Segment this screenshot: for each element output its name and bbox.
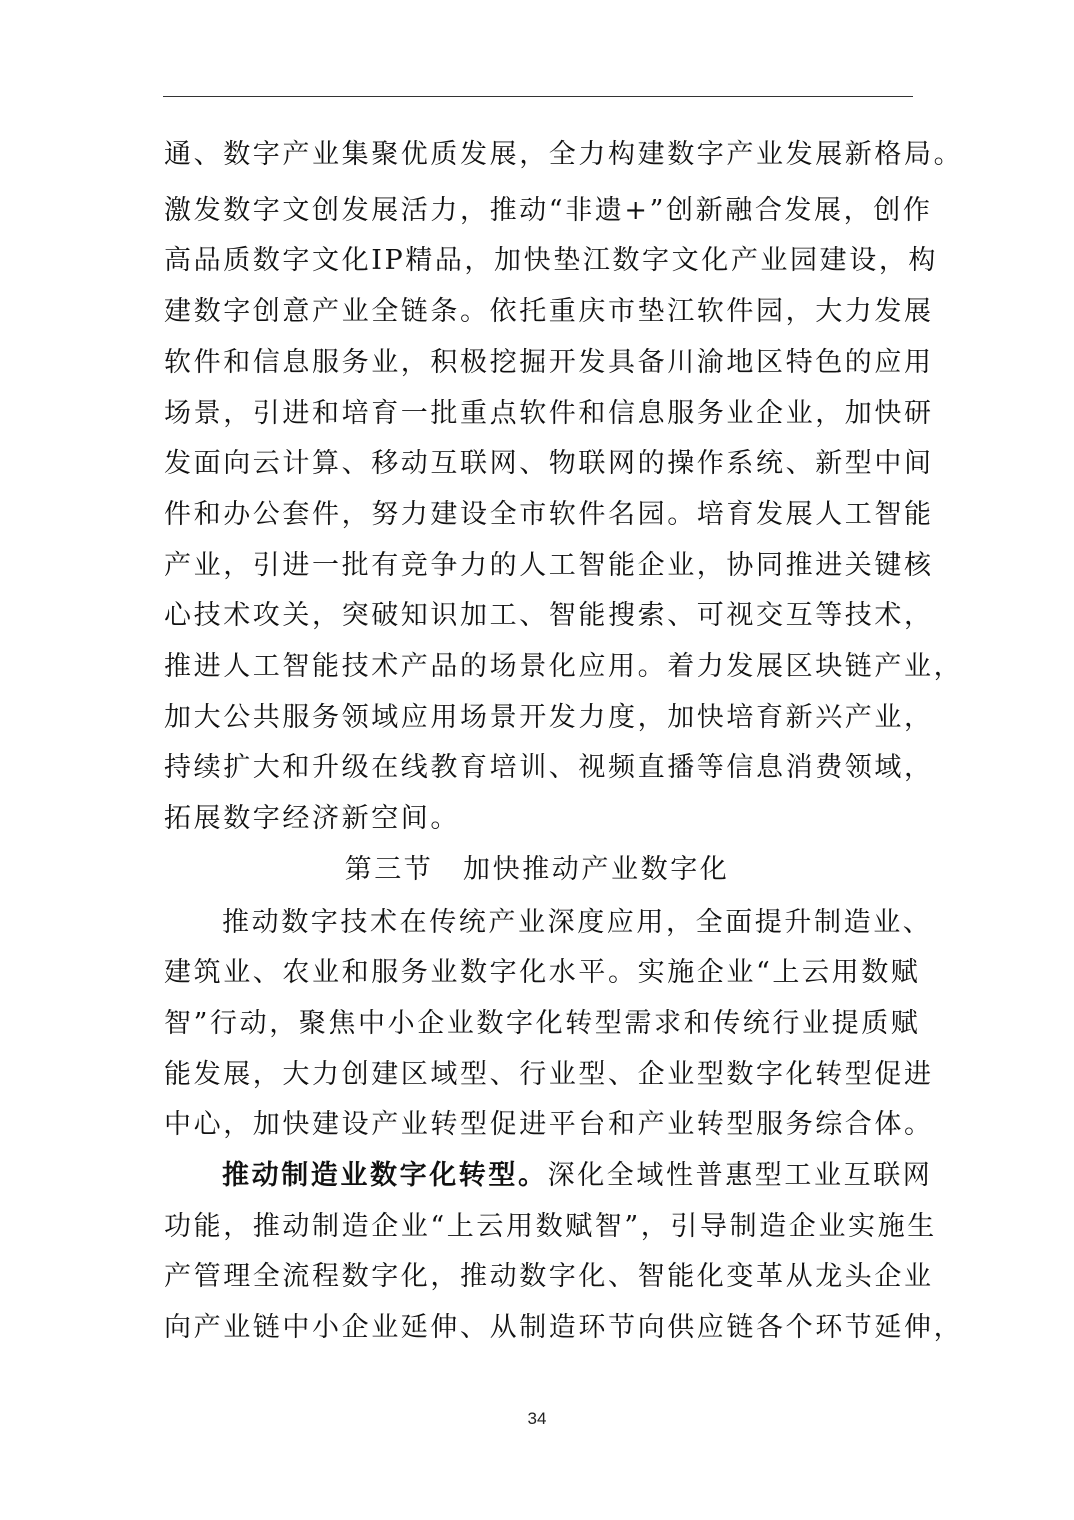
text-line: 通、数字产业集聚优质发展，全力构建数字产业发展新格局。 [164,139,964,170]
text-line: 推动数字技术在传统产业深度应用，全面提升制造业、 [222,907,933,938]
text-line: 拓展数字经济新空间。 [164,803,460,834]
text-line: 推进人工智能技术产品的场景化应用。着力发展区块链产业， [164,651,964,682]
text-line: 产管理全流程数字化，推动数字化、智能化变革从龙头企业 [164,1261,934,1292]
text-line-rest: 深化全域性普惠型工业互联网 [547,1160,933,1191]
text-line [222,1150,982,1202]
bold-lead-text: 推动制造业数字化转型。 [222,1160,548,1191]
text-line: 件和办公套件，努力建设全市软件名园。培育发展人工智能 [164,499,934,530]
section-heading: 第三节 加快推动产业数字化 [344,854,730,885]
text-line: 高品质数字文化IP精品，加快垫江数字文化产业园建设，构 [164,245,939,276]
header-rule [163,96,913,97]
text-line: 向产业链中小企业延伸、从制造环节向供应链各个环节延伸， [164,1312,964,1343]
text-line: 中心，加快建设产业转型促进平台和产业转型服务综合体。 [164,1109,934,1140]
text-line: 能发展，大力创建区域型、行业型、企业型数字化转型促进 [164,1059,934,1090]
text-line: 软件和信息服务业，积极挖掘开发具备川渝地区特色的应用 [164,347,934,378]
text-line: 建筑业、农业和服务业数字化水平。实施企业“上云用数赋 [164,957,921,988]
text-line: 建数字创意产业全链条。依托重庆市垫江软件园，大力发展 [164,296,934,327]
text-line: 产业，引进一批有竞争力的人工智能企业，协同推进关键核 [164,550,934,581]
page-number: 34 [527,1409,547,1428]
text-line: 发面向云计算、移动互联网、物联网的操作系统、新型中间 [164,448,934,479]
text-line: 心技术攻关，突破知识加工、智能搜索、可视交互等技术， [164,600,934,631]
text-line: 激发数字文创发展活力，推动“非遗+”创新融合发展，创作 [164,195,933,226]
text-line: 加大公共服务领域应用场景开发力度，加快培育新兴产业， [164,702,934,733]
text-line: 持续扩大和升级在线教育培训、视频直播等信息消费领域， [164,752,934,783]
text-line: 场景，引进和培育一批重点软件和信息服务业企业，加快研 [164,398,934,429]
text-line: 功能，推动制造企业“上云用数赋智”，引导制造企业实施生 [164,1211,937,1242]
text-line: 智”行动，聚焦中小企业数字化转型需求和传统行业提质赋 [164,1008,921,1039]
